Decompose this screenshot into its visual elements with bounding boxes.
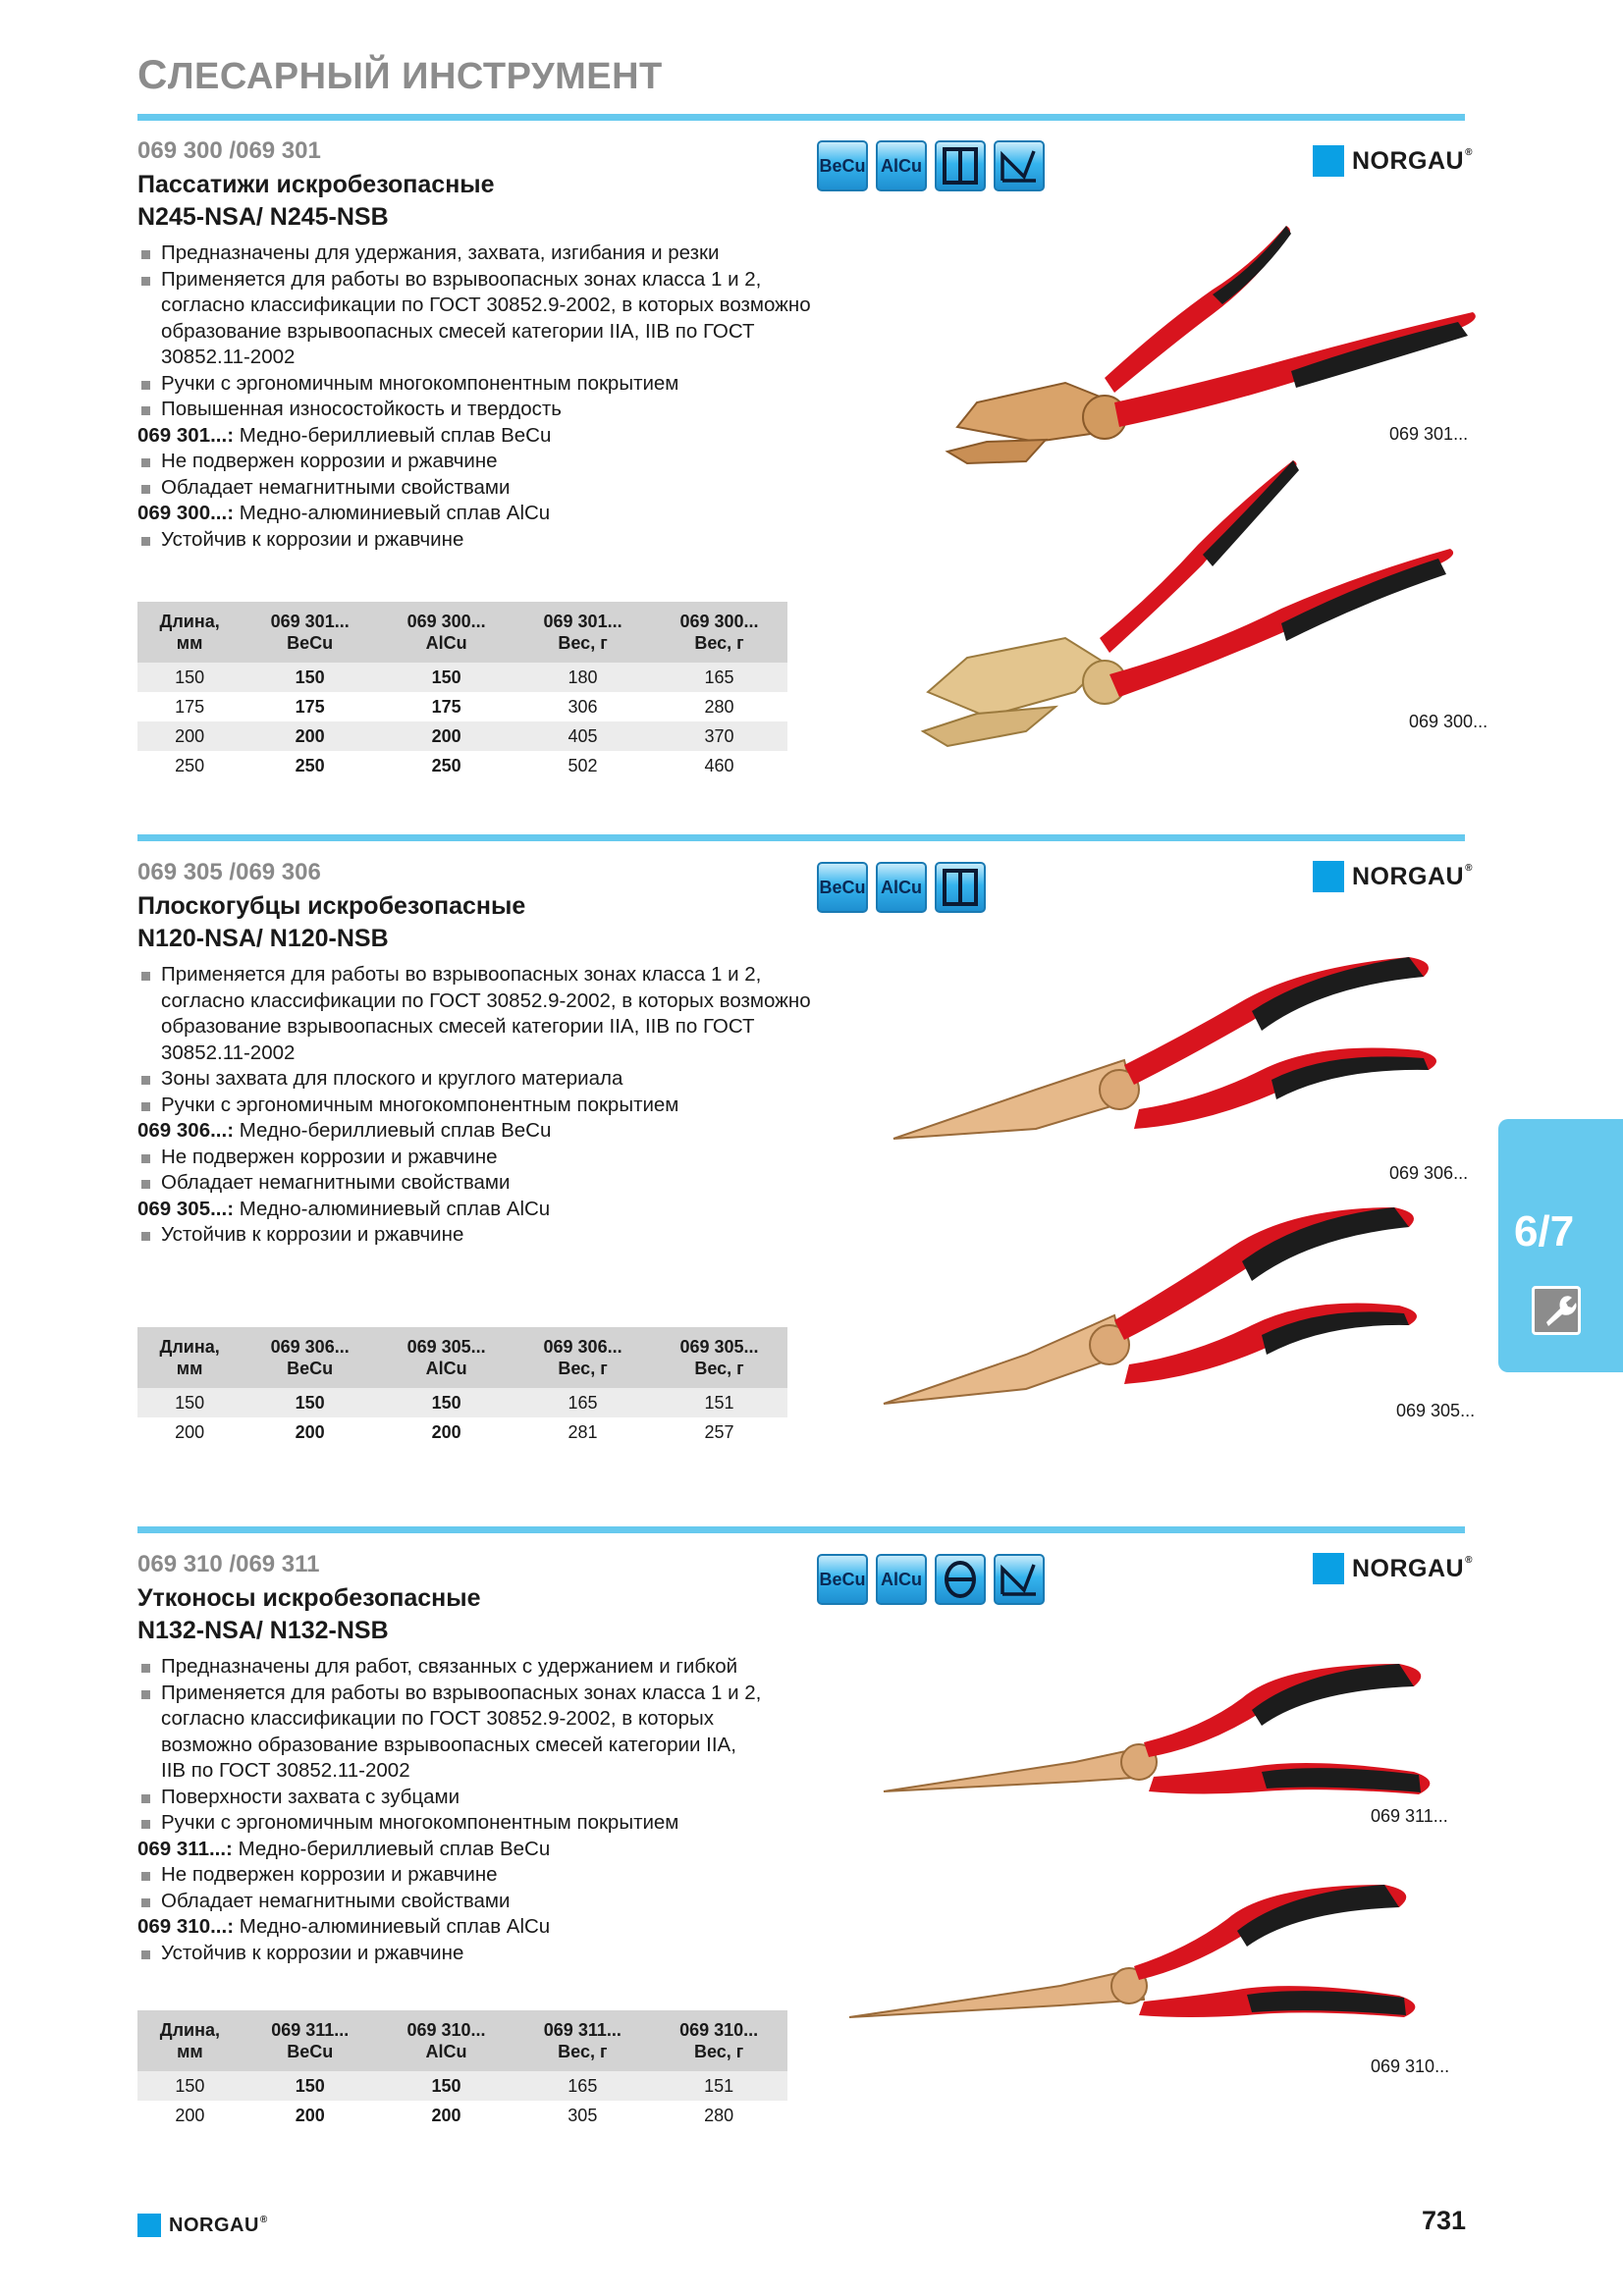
- table-header: 069 311... Вес, г: [514, 2010, 650, 2071]
- brand-logo: NORGAU®: [1313, 1553, 1473, 1584]
- table-header: 069 301... Вес, г: [514, 602, 651, 663]
- feature-item: Ручки с эргономичным многокомпонентным покрытием: [137, 1810, 766, 1837]
- table-row: 175 175 175 306 280: [175, 696, 734, 717]
- table-row: 150 150 150 180 165: [137, 663, 787, 692]
- image-label: 069 310...: [1371, 2056, 1450, 2076]
- section-3-codes: 069 310 /069 311: [137, 1551, 320, 1577]
- becu-badge: BeCu: [817, 862, 868, 913]
- feature-item: Устойчив к коррозии и ржавчине: [137, 1941, 766, 1967]
- feature-item: Не подвержен коррозии и ржавчине: [137, 449, 825, 475]
- round-grip-icon: [935, 1554, 986, 1605]
- long-nose-pliers-becu-image: [879, 1649, 1458, 1816]
- material-heading: 069 306...: Медно-бериллиевый сплав BeCu: [137, 1119, 552, 1142]
- section-3-badges: [817, 1554, 1045, 1605]
- feature-item: Ручки с эргономичным многокомпонентным покрытием: [137, 371, 825, 398]
- feature-item: Применяется для работы во взрывоопасных зонах класса 1 и 2, согласно классификации по ГОСТ 30852.9-2002, в которых возможно образование взрывоопасных смесей категории IIA, IIB по ГОСТ 30852.11-2002: [137, 267, 825, 371]
- feature-item: Зоны захвата для плоского и круглого материала: [137, 1066, 825, 1093]
- cutting-edges-icon: [935, 140, 986, 191]
- brand-square-icon: [137, 2214, 161, 2237]
- table-header: 069 300... AlCu: [378, 602, 514, 663]
- table-row: 250 250 250 502 460: [175, 755, 734, 775]
- section-1-codes: 069 300 /069 301: [137, 137, 321, 164]
- section-3-title-line1: Утконосы искробезопасные: [137, 1584, 481, 1612]
- feature-item: Обладает немагнитными свойствами: [137, 1889, 766, 1915]
- section-2-title-line1: Плоскогубцы искробезопасные: [137, 892, 526, 920]
- feature-item: Не подвержен коррозии и ржавчине: [137, 1862, 766, 1889]
- material-heading: 069 310...: Медно-алюминиевый сплав AlCu: [137, 1915, 551, 1938]
- section-2-spec-table: [137, 1327, 787, 1447]
- flat-nose-pliers-alcu-image: [879, 1188, 1429, 1423]
- section-1-title-line1: Пассатижи искробезопасные: [137, 171, 495, 198]
- pliers-cut-icon: [994, 1554, 1045, 1605]
- section-2-codes: 069 305 /069 306: [137, 859, 321, 885]
- table-row: 200 200 200 281 257: [175, 1421, 734, 1442]
- long-nose-pliers-alcu-image: [844, 1870, 1434, 2037]
- table-header: 069 305... Вес, г: [651, 1327, 787, 1388]
- table-header: 069 310... Вес, г: [650, 2010, 787, 2071]
- section-3-rule: [137, 1526, 1465, 1533]
- image-label: 069 306...: [1389, 1163, 1469, 1183]
- section-1-title-line2: N245-NSA/ N245-NSB: [137, 203, 389, 231]
- feature-item: Устойчив к коррозии и ржавчине: [137, 527, 825, 554]
- brand-logo: NORGAU®: [1313, 145, 1473, 177]
- header-rule: [137, 114, 1465, 121]
- table-header: Длина, мм: [137, 602, 242, 663]
- material-heading: 069 311...: Медно-бериллиевый сплав BeCu: [137, 1837, 551, 1860]
- section-2-title: [137, 890, 525, 955]
- image-label: 069 311...: [1371, 1806, 1448, 1826]
- table-header: 069 306... Вес, г: [514, 1327, 651, 1388]
- table-header: 069 301... BeCu: [242, 602, 378, 663]
- feature-item: Обладает немагнитными свойствами: [137, 475, 825, 502]
- table-row: 150 150 150 165 151: [137, 2071, 787, 2101]
- table-header: Длина, мм: [137, 1327, 242, 1388]
- section-2-title-line2: N120-NSA/ N120-NSB: [137, 925, 389, 952]
- combination-pliers-alcu-image: [908, 456, 1458, 761]
- feature-item: Обладает немагнитными свойствами: [137, 1170, 825, 1197]
- table-header: Длина, мм: [137, 2010, 243, 2071]
- feature-item: Предназначены для работ, связанных с удержанием и гибкой: [137, 1654, 766, 1681]
- table-header: 069 306... BeCu: [242, 1327, 378, 1388]
- feature-item: Устойчив к коррозии и ржавчине: [137, 1222, 825, 1249]
- image-label: 069 305...: [1396, 1401, 1476, 1420]
- section-2-features: [137, 962, 825, 1249]
- section-1-title: [137, 169, 495, 234]
- becu-badge: BeCu: [817, 1554, 868, 1605]
- material-heading: 069 305...: Медно-алюминиевый сплав AlCu: [137, 1197, 551, 1220]
- section-2-rule: [137, 834, 1465, 841]
- section-3-features: [137, 1654, 766, 1966]
- alcu-badge: AlCu: [876, 862, 927, 913]
- section-3-spec-table: [137, 2010, 787, 2130]
- table-row: 200 200 200 405 370: [137, 721, 787, 751]
- section-1-badges: [817, 140, 1045, 191]
- feature-item: Поверхности захвата с зубцами: [137, 1785, 766, 1811]
- page-number: 731: [1421, 2206, 1466, 2235]
- image-label: 069 301...: [1389, 424, 1469, 444]
- section-1-spec-table: [137, 602, 787, 780]
- section-2-badges: [817, 862, 986, 913]
- table-header: 069 311... BeCu: [243, 2010, 378, 2071]
- feature-item: Предназначены для удержания, захвата, изгибания и резки: [137, 240, 825, 267]
- material-heading: 069 301...: Медно-бериллиевый сплав BeCu: [137, 423, 552, 447]
- footer-brand-logo: NORGAU®: [137, 2214, 268, 2237]
- wrench-icon: [1532, 1286, 1581, 1335]
- brand-logo: NORGAU®: [1313, 861, 1473, 892]
- cutting-edges-icon: [935, 862, 986, 913]
- alcu-badge: AlCu: [876, 1554, 927, 1605]
- feature-item: Повышенная износостойкость и твердость: [137, 397, 825, 423]
- feature-item: Ручки с эргономичным многокомпонентным покрытием: [137, 1093, 825, 1119]
- table-header: 069 310... AlCu: [378, 2010, 515, 2071]
- table-header: 069 300... Вес, г: [651, 602, 787, 663]
- section-3-title: [137, 1582, 481, 1647]
- section-1-features: [137, 240, 825, 553]
- feature-item: Применяется для работы во взрывоопасных зонах класса 1 и 2, согласно классификации по ГОСТ 30852.9-2002, в которых возможно образование взрывоопасных смесей категории IIA, IIB по ГОСТ 30852.11-2002: [137, 1681, 766, 1785]
- table-row: 150 150 150 165 151: [137, 1388, 787, 1417]
- flat-nose-pliers-becu-image: [889, 942, 1458, 1168]
- chapter-number: 6/7: [1514, 1207, 1575, 1255]
- page-title: СЛЕСАРНЫЙ ИНСТРУМЕНТ: [137, 51, 663, 97]
- section-3-title-line2: N132-NSA/ N132-NSB: [137, 1617, 389, 1644]
- brand-square-icon: [1313, 1553, 1344, 1584]
- becu-badge: BeCu: [817, 140, 868, 191]
- brand-square-icon: [1313, 145, 1344, 177]
- brand-square-icon: [1313, 861, 1344, 892]
- table-row: 200 200 200 305 280: [175, 2105, 734, 2125]
- image-label: 069 300...: [1409, 712, 1488, 731]
- feature-item: Не подвержен коррозии и ржавчине: [137, 1145, 825, 1171]
- feature-item: Применяется для работы во взрывоопасных зонах класса 1 и 2, согласно классификации по ГОСТ 30852.9-2002, в которых возможно образование взрывоопасных смесей категории IIA, IIB по ГОСТ 30852.11-2002: [137, 962, 825, 1066]
- material-heading: 069 300...: Медно-алюминиевый сплав AlCu: [137, 502, 551, 524]
- alcu-badge: AlCu: [876, 140, 927, 191]
- pliers-cut-icon: [994, 140, 1045, 191]
- table-header: 069 305... AlCu: [378, 1327, 514, 1388]
